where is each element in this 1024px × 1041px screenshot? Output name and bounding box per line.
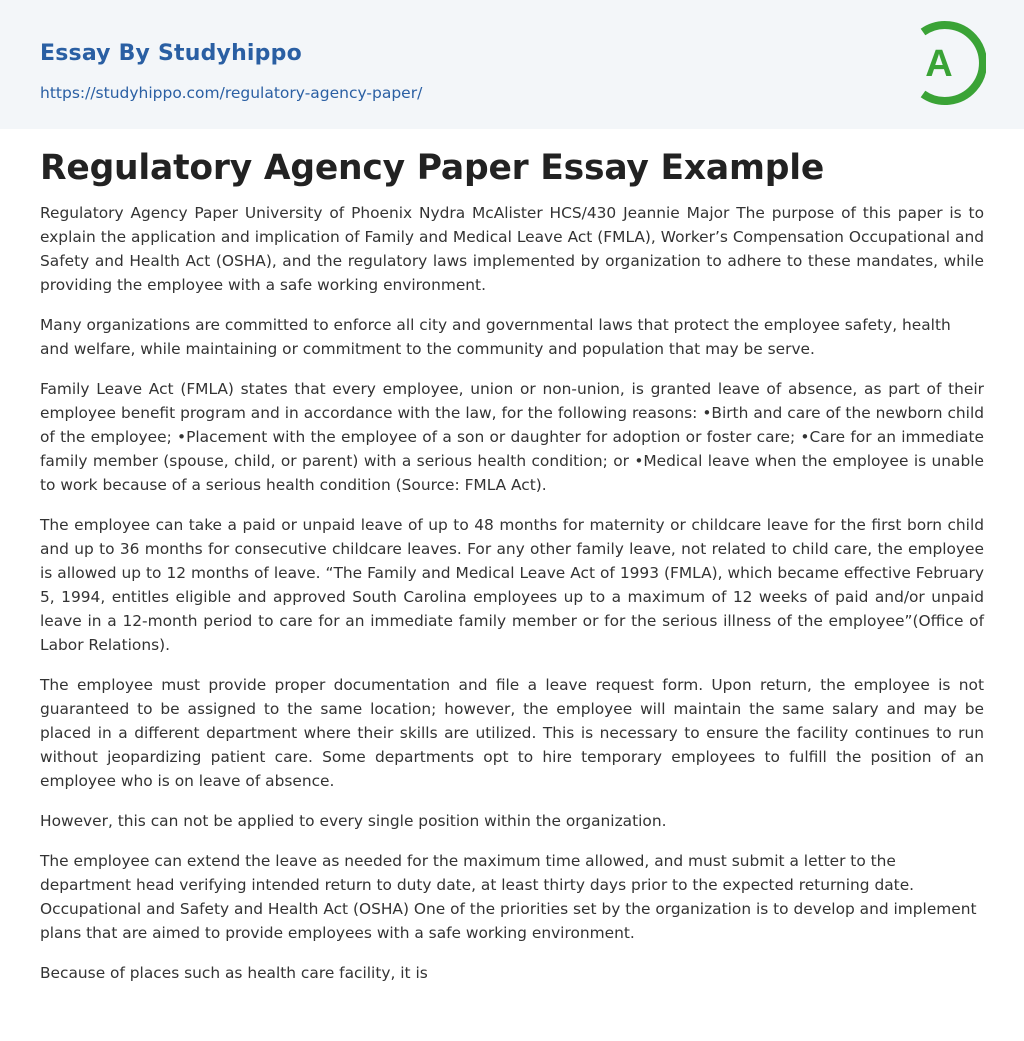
essay-paragraph: Many organizations are committed to enforce all city and governmental laws that protect the employee safety, health and welfare, while maintaining or commitment to the community and population that may be serve.	[40, 316, 951, 358]
essay-paragraph: However, this can not be applied to every single position within the organization.	[40, 812, 667, 830]
essay-paragraph: The employee must provide proper documentation and file a leave request form. Upon return, the employee is not guaranteed to be assigned to the same location; however, the employee will maintain the same salary and may be placed in a different department where their skills are utilized. This is necessary to ensure the facility continues to run without jeopardizing patient care. Some departments opt to hire temporary employees to fulfill the position of an employee who is on leave of absence.	[40, 676, 984, 790]
studyhippo-logo-icon[interactable]	[912, 20, 986, 106]
essay-body	[40, 201, 984, 985]
site-title[interactable]: Essay By Studyhippo	[40, 41, 302, 66]
essay-paragraph: The employee can extend the leave as needed for the maximum time allowed, and must submit a letter to the department head verifying intended return to duty date, at least thirty days prior to the expected returning date. Occupational and Safety and Health Act (OSHA) One of the priorities set by the organization is to develop and implement plans that are aimed to provide employees with a safe working environment.	[40, 852, 977, 942]
essay-paragraph: Family Leave Act (FMLA) states that every employee, union or non-union, is granted leave of absence, as part of their employee benefit program and in accordance with the law, for the following reasons: •Birth and care of the newborn child of the employee; •Placement with the employee of a son or daughter for adoption or foster care; •Care for an immediate family member (spouse, child, or parent) with a serious health condition; or •Medical leave when the employee is unable to work because of a serious health condition (Source: FMLA Act).	[40, 380, 984, 494]
essay-paragraph: The employee can take a paid or unpaid leave of up to 48 months for maternity or childcare leave for the first born child and up to 36 months for consecutive childcare leaves. For any other family leave, not related to child care, the employee is allowed up to 12 months of leave. “The Family and Medical Leave Act of 1993 (FMLA), which became effective February 5, 1994, entitles eligible and approved South Carolina employees up to a maximum of 12 weeks of paid and/or unpaid leave in a 12-month period to care for an immediate family member or for the serious illness of the employee”(Office of Labor Relations).	[40, 516, 984, 654]
essay-paragraph: Regulatory Agency Paper University of Phoenix Nydra McAlister HCS/430 Jeannie Major The purpose of this paper is to explain the application and implication of Family and Medical Leave Act (FMLA), Worker’s Compensation Occupational and Safety and Health Act (OSHA), and the regulatory laws implemented by organization to adhere to these mandates, while providing the employee with a safe working environment.	[40, 204, 984, 294]
essay-main	[0, 129, 1024, 985]
essay-paragraph: Because of places such as health care facility, it is	[40, 964, 428, 982]
page-title: Regulatory Agency Paper Essay Example	[40, 148, 825, 188]
site-header	[0, 0, 1024, 129]
logo-letter: A	[925, 43, 953, 85]
page-url-link[interactable]: https://studyhippo.com/regulatory-agency-paper/	[40, 84, 423, 102]
